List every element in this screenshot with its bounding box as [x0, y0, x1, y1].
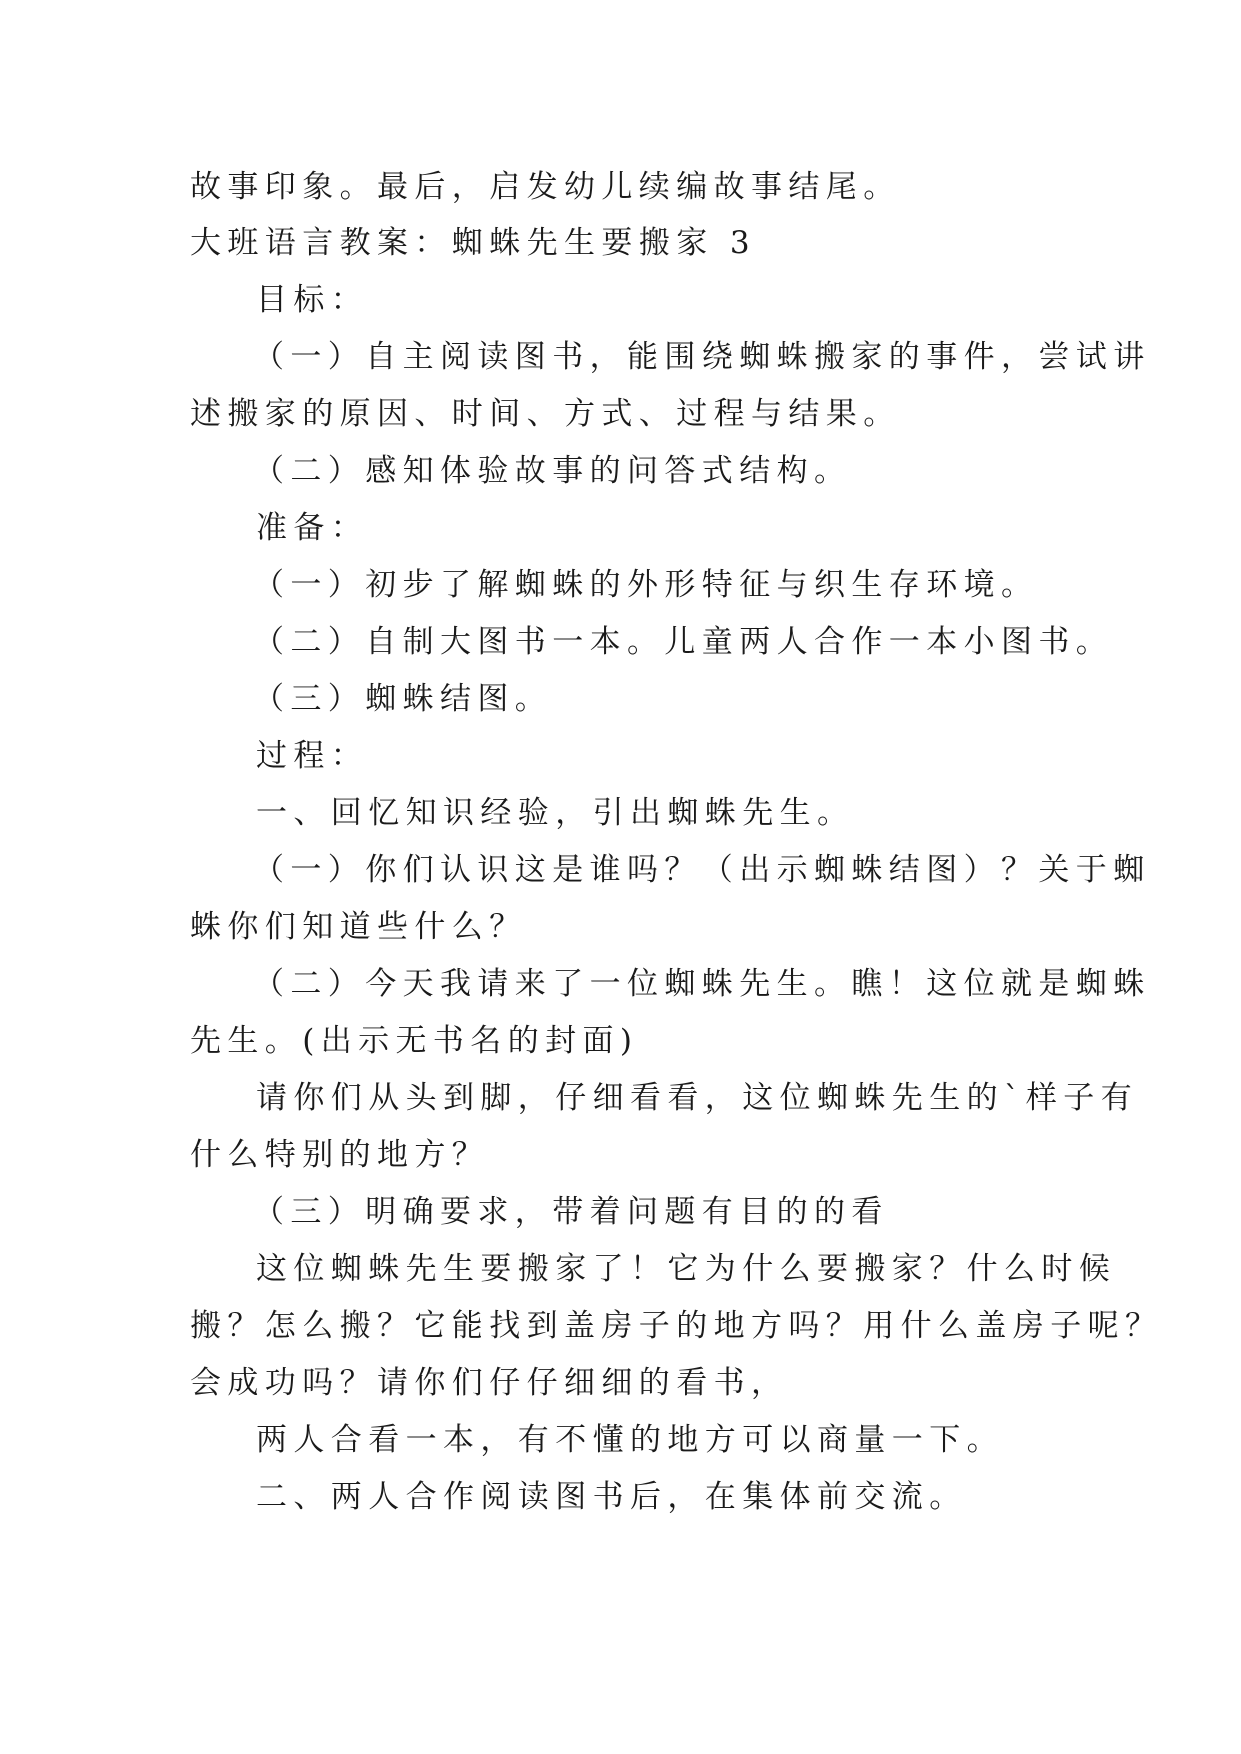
- section-heading: 大班语言教案：蜘蛛先生要搬家 3: [190, 225, 756, 261]
- text-line: 会成功吗？请你们仔仔细细的看书，: [190, 1365, 789, 1401]
- text-line: （三）蜘蛛结图。: [253, 681, 553, 717]
- text-line: （二）今天我请来了一位蜘蛛先生。瞧！这位就是蜘蛛: [253, 966, 1151, 1002]
- text-line: 搬？怎么搬？它能找到盖房子的地方吗？用什么盖房子呢？: [190, 1308, 1163, 1344]
- text-line: 准备：: [256, 510, 369, 546]
- text-line: 一、回忆知识经验，引出蜘蛛先生。: [256, 795, 855, 831]
- text-line: 请你们从头到脚，仔细看看，这位蜘蛛先生的`样子有: [256, 1080, 1139, 1116]
- text-line: 述搬家的原因、时间、方式、过程与结果。: [190, 396, 901, 432]
- text-line: （一）初步了解蜘蛛的外形特征与织生存环境。: [253, 567, 1039, 603]
- text-line: 蛛你们知道些什么？: [190, 909, 527, 945]
- text-line: 二、两人合作阅读图书后，在集体前交流。: [256, 1479, 967, 1515]
- text-line: 先生。(出示无书名的封面): [190, 1023, 639, 1059]
- text-line: （一）自主阅读图书，能围绕蜘蛛搬家的事件，尝试讲: [253, 339, 1151, 375]
- text-line: 什么特别的地方？: [190, 1137, 490, 1173]
- text-line: 过程：: [256, 738, 369, 774]
- text-line: 目标：: [256, 282, 369, 318]
- text-line: 故事印象。最后，启发幼儿续编故事结尾。: [190, 169, 901, 205]
- text-line: （二）自制大图书一本。儿童两人合作一本小图书。: [253, 624, 1114, 660]
- text-line: （三）明确要求，带着问题有目的的看: [253, 1194, 889, 1230]
- text-line: （二）感知体验故事的问答式结构。: [253, 453, 852, 489]
- text-line: 这位蜘蛛先生要搬家了！它为什么要搬家？什么时候: [256, 1251, 1117, 1287]
- text-line: 两人合看一本，有不懂的地方可以商量一下。: [256, 1422, 1004, 1458]
- text-line: （一）你们认识这是谁吗？（出示蜘蛛结图）？关于蜘: [253, 852, 1151, 888]
